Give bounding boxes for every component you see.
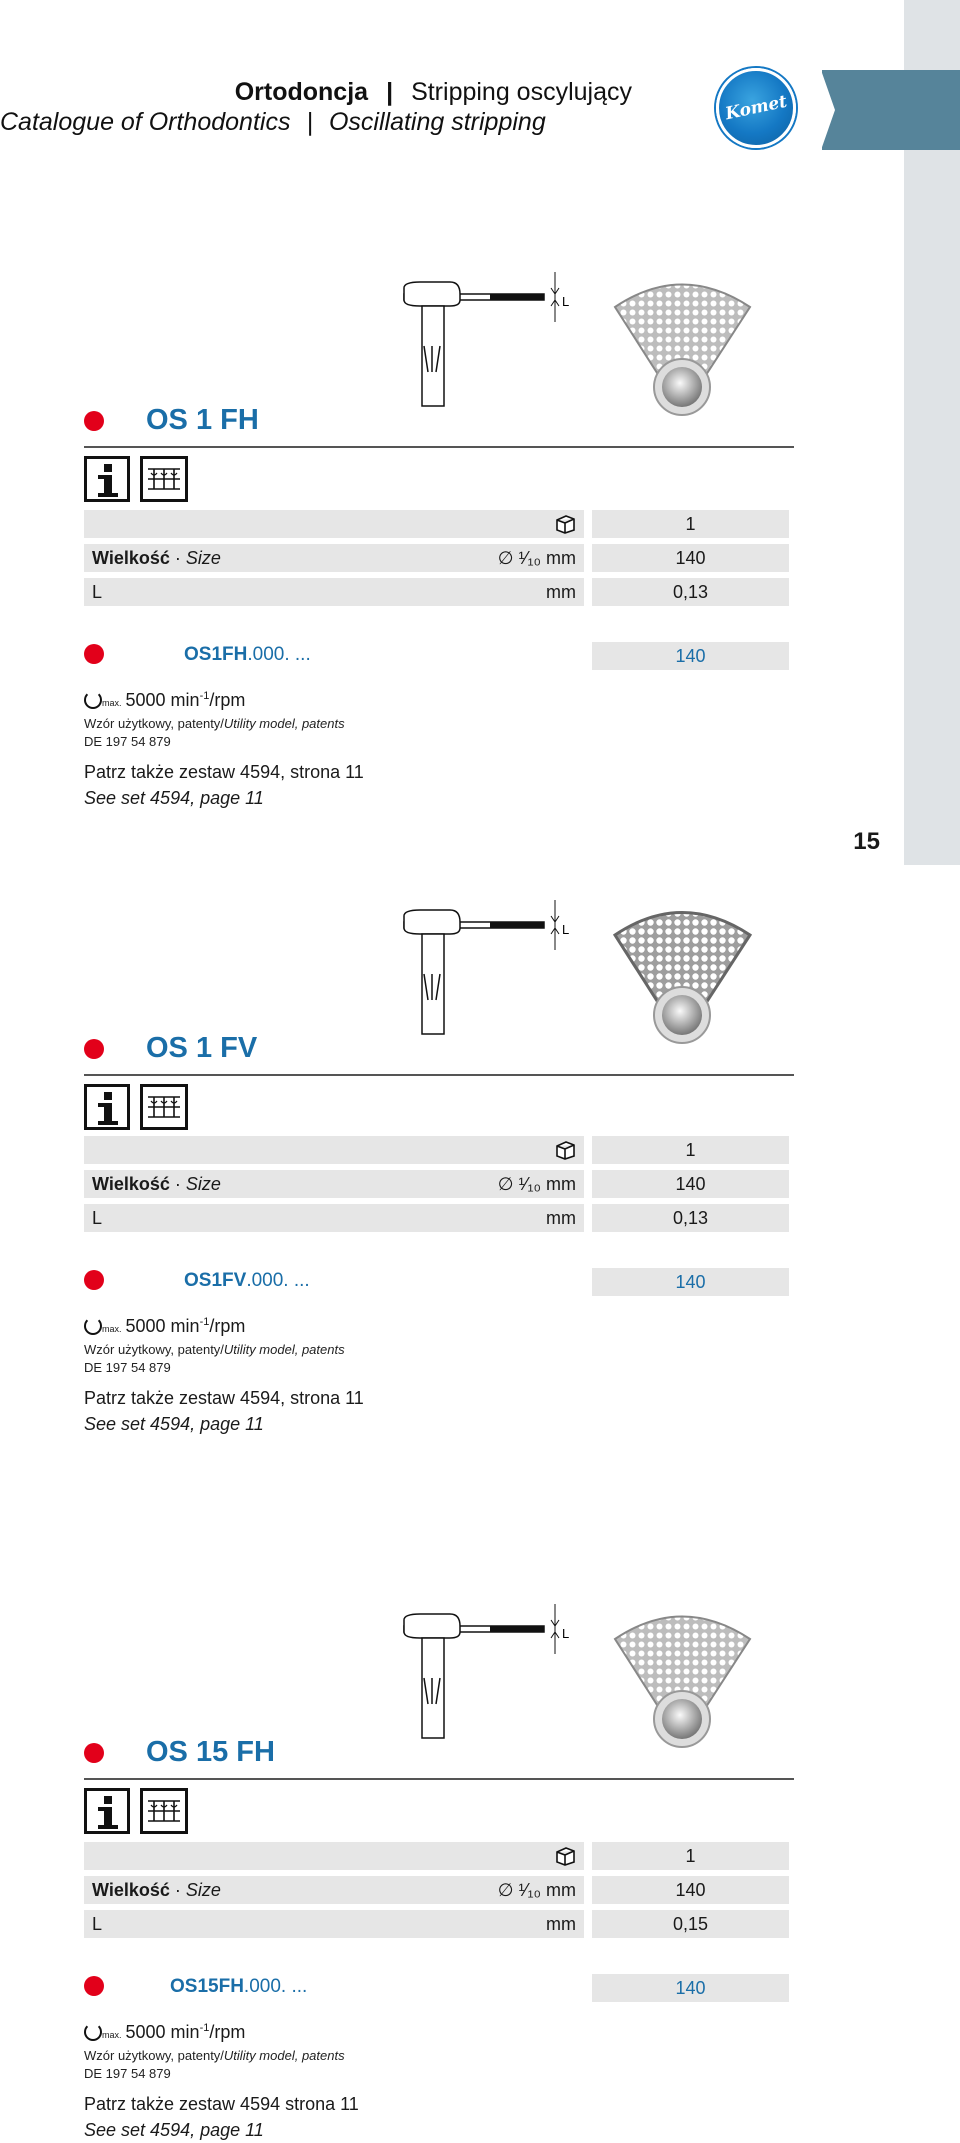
title-pl-separator: |: [386, 78, 394, 106]
row-package: [84, 510, 789, 538]
row-length: [84, 1204, 789, 1232]
rotation-icon: [84, 2023, 102, 2041]
patent-number: DE 197 54 879: [84, 1360, 171, 1375]
length-label: L: [92, 582, 103, 602]
pkg-value: 1: [685, 1846, 696, 1866]
product-name: OS 15 FH: [146, 1736, 275, 1768]
size-value: 140: [675, 1880, 706, 1900]
order-code[interactable]: OS15FH.000. ...: [170, 1976, 308, 1997]
rpm-line: max. 5000 $\min^{-1}$/rpm: [84, 1316, 245, 1337]
patent-line: Wzór użytkowy, patenty/Utility model, patents: [84, 2048, 345, 2063]
title-en-separator: |: [306, 108, 313, 136]
order-code[interactable]: OS1FV.000. ...: [184, 1270, 310, 1291]
product-section-os15fh: [0, 1604, 904, 2143]
divider: [84, 1074, 794, 1076]
instrument-drawing: [400, 1604, 580, 1749]
divider: [84, 446, 794, 448]
size-unit: ∅ ¹⁄₁₀ mm: [497, 1174, 576, 1194]
see-also-english: See set 4594, page 11: [84, 1414, 264, 1434]
row-length: [84, 1910, 789, 1938]
patent-line: Wzór użytkowy, patenty/Utility model, patents: [84, 1342, 345, 1357]
order-status-dot: [84, 1270, 104, 1290]
order-value-cell: [592, 1974, 789, 2002]
product-section-os1fh: [0, 272, 904, 832]
status-dot: [84, 1743, 104, 1763]
title-english: [0, 108, 546, 137]
product-name: OS 1 FV: [146, 1032, 258, 1064]
see-also-polish: Patrz także zestaw 4594, strona 11: [84, 1388, 364, 1408]
size-label: Wielkość · Size: [92, 548, 221, 568]
order-code[interactable]: OS1FH.000. ...: [184, 644, 311, 665]
divider: [84, 1778, 794, 1780]
length-unit: mm: [546, 1914, 576, 1934]
length-value: 0,13: [672, 1208, 709, 1228]
rpm-line: max. 5000 $\min^{-1}$/rpm: [84, 690, 245, 711]
order-value: 140: [675, 646, 706, 666]
teeth-icon: [140, 1788, 188, 1834]
title-polish: [0, 78, 632, 107]
title-pl-rest: Stripping oscylujący: [411, 78, 632, 106]
product-name: OS 1 FH: [146, 404, 259, 436]
rotation-icon: [84, 691, 102, 709]
dimension-label: L: [562, 922, 570, 937]
teeth-icon: [140, 1084, 188, 1130]
length-label: L: [92, 1914, 103, 1934]
see-also-polish: Patrz także zestaw 4594, strona 11: [84, 762, 364, 782]
title-pl-bold: Ortodoncja: [234, 78, 369, 106]
disc-drawing: [610, 900, 755, 1045]
logo-text: Komet: [723, 91, 789, 125]
length-unit: mm: [546, 1208, 576, 1228]
patent-number: DE 197 54 879: [84, 2066, 171, 2081]
disc-drawing: [610, 1604, 755, 1749]
teeth-icon: [140, 456, 188, 502]
size-value: 140: [675, 548, 706, 568]
info-icon[interactable]: [84, 456, 130, 502]
size-value: 140: [675, 1174, 706, 1194]
patent-number: DE 197 54 879: [84, 734, 171, 749]
header-band: [822, 70, 960, 150]
size-label: Wielkość · Size: [92, 1880, 221, 1900]
instrument-drawing: [400, 272, 580, 417]
order-value-cell: [592, 642, 789, 670]
patent-line: Wzór użytkowy, patenty/Utility model, patents: [84, 716, 345, 731]
row-size: [84, 1876, 789, 1904]
status-dot: [84, 411, 104, 431]
length-value: 0,15: [672, 1914, 709, 1934]
package-icon: [554, 513, 576, 535]
order-value: 140: [675, 1978, 706, 1998]
package-icon: [554, 1139, 576, 1161]
size-unit: ∅ ¹⁄₁₀ mm: [497, 1880, 576, 1900]
order-status-dot: [84, 1976, 104, 1996]
dimension-label: L: [562, 294, 570, 309]
order-value: 140: [675, 1272, 706, 1292]
see-also-english: See set 4594, page 11: [84, 788, 264, 808]
page-number: 15: [853, 828, 880, 855]
title-en-right: Oscillating stripping: [328, 108, 546, 136]
length-label: L: [92, 1208, 103, 1228]
see-also-english: See set 4594, page 11: [84, 2120, 264, 2140]
instrument-drawing: [400, 900, 580, 1045]
size-unit: ∅ ¹⁄₁₀ mm: [497, 548, 576, 568]
order-status-dot: [84, 644, 104, 664]
dimension-label: L: [562, 1626, 570, 1641]
row-package: [84, 1842, 789, 1870]
info-icon[interactable]: [84, 1788, 130, 1834]
row-package: [84, 1136, 789, 1164]
rotation-icon: [84, 1317, 102, 1335]
status-dot: [84, 1039, 104, 1059]
title-en-left: Catalogue of Orthodontics: [0, 108, 291, 136]
pkg-value: 1: [685, 514, 696, 534]
see-also-polish: Patrz także zestaw 4594 strona 11: [84, 2094, 359, 2114]
komet-logo: [716, 68, 796, 148]
disc-drawing: [610, 272, 755, 417]
size-label: Wielkość · Size: [92, 1174, 221, 1194]
product-section-os1fv: [0, 900, 904, 1460]
package-icon: [554, 1845, 576, 1867]
row-size: [84, 1170, 789, 1198]
pkg-value: 1: [685, 1140, 696, 1160]
row-size: [84, 544, 789, 572]
info-icon[interactable]: [84, 1084, 130, 1130]
row-length: [84, 578, 789, 606]
rpm-line: max. 5000 $\min^{-1}$/rpm: [84, 2022, 245, 2043]
length-value: 0,13: [672, 582, 709, 602]
order-value-cell: [592, 1268, 789, 1296]
length-unit: mm: [546, 582, 576, 602]
